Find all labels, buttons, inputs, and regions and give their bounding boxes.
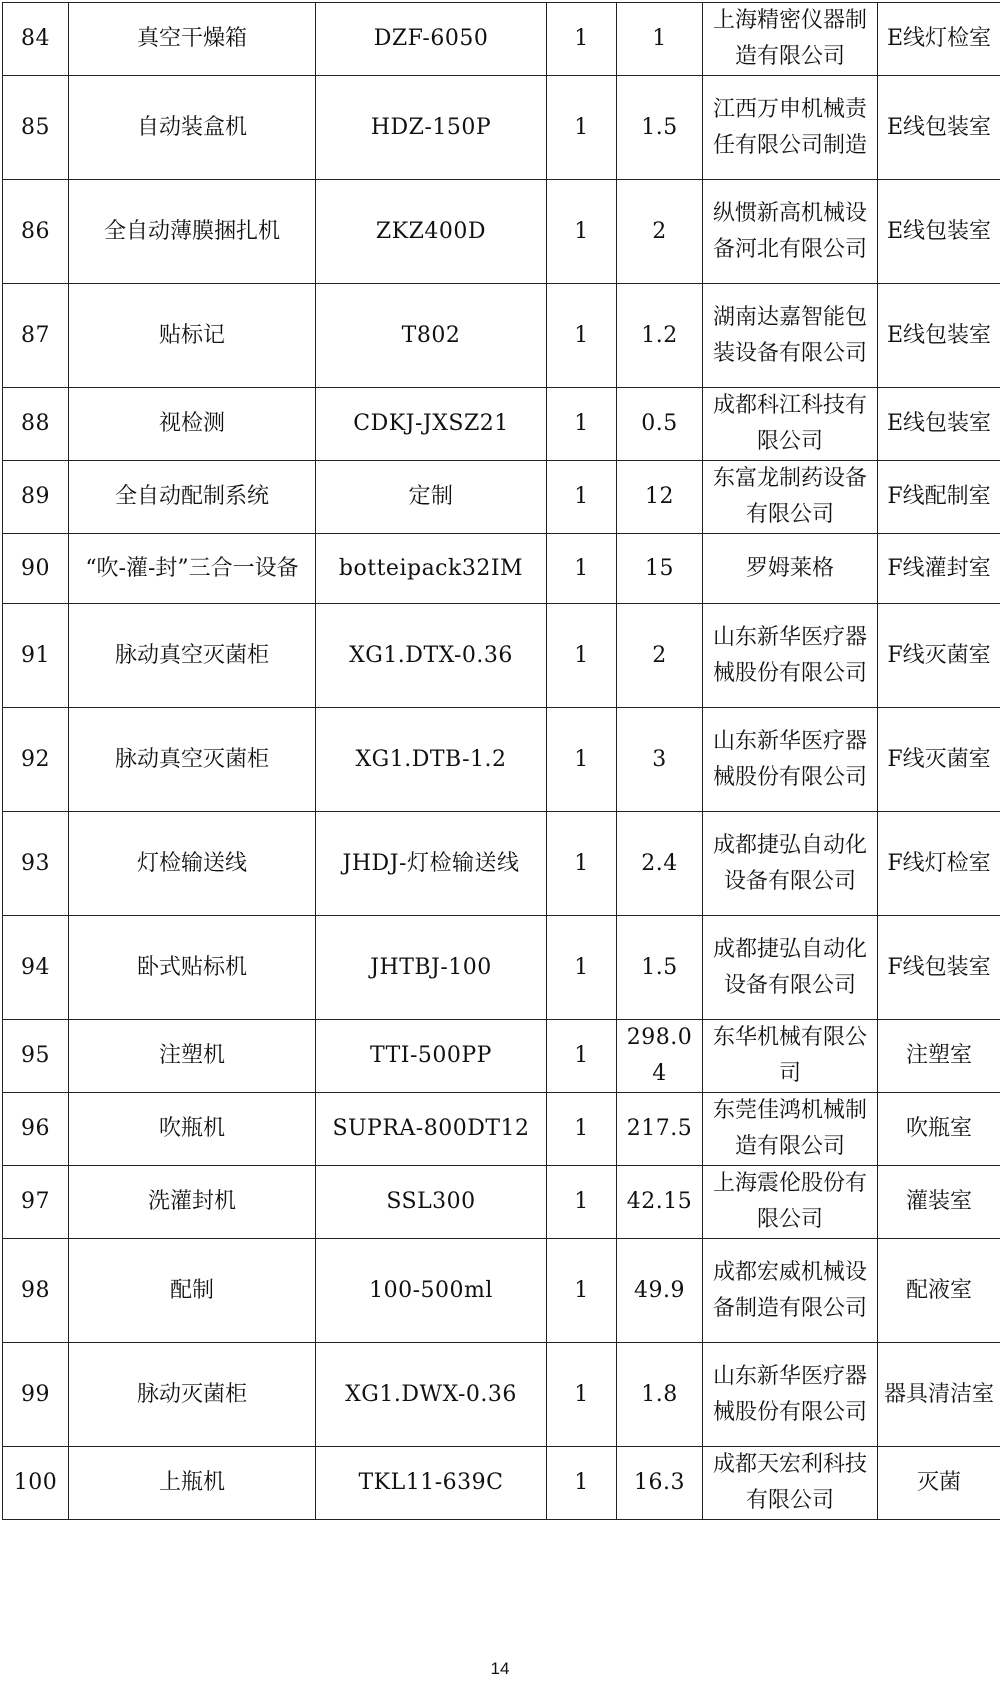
table-row bbox=[3, 180, 1000, 284]
cell-quantity: 1 bbox=[547, 534, 617, 604]
cell-number: 91 bbox=[3, 604, 69, 708]
cell-power: 42.15 bbox=[617, 1166, 703, 1239]
cell-power: 2 bbox=[617, 604, 703, 708]
cell-quantity: 1 bbox=[547, 76, 617, 180]
cell-power: 2.4 bbox=[617, 812, 703, 916]
cell-location: E线包装室 bbox=[878, 284, 1000, 388]
cell-location: F线灯检室 bbox=[878, 812, 1000, 916]
cell-quantity: 1 bbox=[547, 284, 617, 388]
cell-model: CDKJ-JXSZ21 bbox=[316, 388, 547, 461]
cell-model: SSL300 bbox=[316, 1166, 547, 1239]
cell-number: 85 bbox=[3, 76, 69, 180]
cell-manufacturer: 东富龙制药设备有限公司 bbox=[703, 461, 878, 534]
cell-location: 灌装室 bbox=[878, 1166, 1000, 1239]
cell-quantity: 1 bbox=[547, 708, 617, 812]
cell-manufacturer: 湖南达嘉智能包装设备有限公司 bbox=[703, 284, 878, 388]
cell-location: E线包装室 bbox=[878, 388, 1000, 461]
cell-quantity: 1 bbox=[547, 1020, 617, 1093]
cell-model: SUPRA-800DT12 bbox=[316, 1093, 547, 1166]
cell-power: 12 bbox=[617, 461, 703, 534]
cell-number: 86 bbox=[3, 180, 69, 284]
cell-manufacturer: 成都宏威机械设备制造有限公司 bbox=[703, 1239, 878, 1343]
cell-power: 217.5 bbox=[617, 1093, 703, 1166]
cell-quantity: 1 bbox=[547, 1166, 617, 1239]
cell-location: 器具清洁室 bbox=[878, 1343, 1000, 1447]
table-row bbox=[3, 1093, 1000, 1166]
cell-quantity: 1 bbox=[547, 916, 617, 1020]
cell-model: XG1.DWX-0.36 bbox=[316, 1343, 547, 1447]
table-row bbox=[3, 76, 1000, 180]
cell-equipment-name: 上瓶机 bbox=[69, 1447, 316, 1520]
cell-model: HDZ-150P bbox=[316, 76, 547, 180]
cell-equipment-name: 脉动灭菌柜 bbox=[69, 1343, 316, 1447]
table-row bbox=[3, 284, 1000, 388]
cell-number: 100 bbox=[3, 1447, 69, 1520]
cell-equipment-name: 视检测 bbox=[69, 388, 316, 461]
table-row bbox=[3, 1343, 1000, 1447]
cell-location: 注塑室 bbox=[878, 1020, 1000, 1093]
cell-power: 49.9 bbox=[617, 1239, 703, 1343]
cell-location: F线包装室 bbox=[878, 916, 1000, 1020]
cell-equipment-name: 脉动真空灭菌柜 bbox=[69, 604, 316, 708]
cell-manufacturer: 东莞佳鸿机械制造有限公司 bbox=[703, 1093, 878, 1166]
cell-number: 93 bbox=[3, 812, 69, 916]
equipment-table-body bbox=[3, 3, 1000, 1520]
cell-quantity: 1 bbox=[547, 388, 617, 461]
cell-quantity: 1 bbox=[547, 180, 617, 284]
cell-manufacturer: 成都捷弘自动化设备有限公司 bbox=[703, 812, 878, 916]
table-row bbox=[3, 1447, 1000, 1520]
cell-manufacturer: 成都天宏利科技有限公司 bbox=[703, 1447, 878, 1520]
cell-model: XG1.DTB-1.2 bbox=[316, 708, 547, 812]
cell-location: E线包装室 bbox=[878, 76, 1000, 180]
cell-quantity: 1 bbox=[547, 1343, 617, 1447]
table-row bbox=[3, 1166, 1000, 1239]
cell-location: F线灌封室 bbox=[878, 534, 1000, 604]
cell-equipment-name: 全自动配制系统 bbox=[69, 461, 316, 534]
cell-manufacturer: 山东新华医疗器械股份有限公司 bbox=[703, 1343, 878, 1447]
cell-equipment-name: 自动装盒机 bbox=[69, 76, 316, 180]
cell-number: 94 bbox=[3, 916, 69, 1020]
cell-quantity: 1 bbox=[547, 1239, 617, 1343]
cell-equipment-name: 全自动薄膜捆扎机 bbox=[69, 180, 316, 284]
cell-manufacturer: 东华机械有限公司 bbox=[703, 1020, 878, 1093]
cell-quantity: 1 bbox=[547, 1447, 617, 1520]
cell-model: 定制 bbox=[316, 461, 547, 534]
table-row bbox=[3, 708, 1000, 812]
table-row bbox=[3, 1239, 1000, 1343]
cell-power: 1.5 bbox=[617, 76, 703, 180]
cell-equipment-name: 配制 bbox=[69, 1239, 316, 1343]
cell-equipment-name: 灯检输送线 bbox=[69, 812, 316, 916]
cell-equipment-name: 贴标记 bbox=[69, 284, 316, 388]
cell-model: botteipack32IM bbox=[316, 534, 547, 604]
cell-location: F线灭菌室 bbox=[878, 604, 1000, 708]
cell-power: 1 bbox=[617, 3, 703, 76]
cell-manufacturer: 上海震伦股份有限公司 bbox=[703, 1166, 878, 1239]
cell-number: 95 bbox=[3, 1020, 69, 1093]
cell-manufacturer: 江西万申机械责任有限公司制造 bbox=[703, 76, 878, 180]
cell-model: TTI-500PP bbox=[316, 1020, 547, 1093]
cell-power: 1.5 bbox=[617, 916, 703, 1020]
cell-quantity: 1 bbox=[547, 1093, 617, 1166]
cell-location: 吹瓶室 bbox=[878, 1093, 1000, 1166]
cell-equipment-name: 注塑机 bbox=[69, 1020, 316, 1093]
cell-location: F线灭菌室 bbox=[878, 708, 1000, 812]
table-row bbox=[3, 461, 1000, 534]
cell-model: TKL11-639C bbox=[316, 1447, 547, 1520]
cell-location: E线灯检室 bbox=[878, 3, 1000, 76]
cell-manufacturer: 山东新华医疗器械股份有限公司 bbox=[703, 604, 878, 708]
cell-equipment-name: 洗灌封机 bbox=[69, 1166, 316, 1239]
cell-location: F线配制室 bbox=[878, 461, 1000, 534]
cell-equipment-name: 吹瓶机 bbox=[69, 1093, 316, 1166]
cell-number: 84 bbox=[3, 3, 69, 76]
cell-equipment-name: 真空干燥箱 bbox=[69, 3, 316, 76]
cell-manufacturer: 上海精密仪器制造有限公司 bbox=[703, 3, 878, 76]
cell-model: JHTBJ-100 bbox=[316, 916, 547, 1020]
cell-power: 16.3 bbox=[617, 1447, 703, 1520]
cell-number: 97 bbox=[3, 1166, 69, 1239]
cell-manufacturer: 罗姆莱格 bbox=[703, 534, 878, 604]
cell-equipment-name: 卧式贴标机 bbox=[69, 916, 316, 1020]
cell-power: 15 bbox=[617, 534, 703, 604]
table-row bbox=[3, 534, 1000, 604]
cell-number: 88 bbox=[3, 388, 69, 461]
cell-power: 1.2 bbox=[617, 284, 703, 388]
cell-manufacturer: 山东新华医疗器械股份有限公司 bbox=[703, 708, 878, 812]
cell-quantity: 1 bbox=[547, 604, 617, 708]
cell-model: JHDJ-灯检输送线 bbox=[316, 812, 547, 916]
cell-power: 0.5 bbox=[617, 388, 703, 461]
page-number: 14 bbox=[490, 1659, 510, 1678]
table-row bbox=[3, 812, 1000, 916]
table-row bbox=[3, 1020, 1000, 1093]
cell-model: T802 bbox=[316, 284, 547, 388]
cell-number: 92 bbox=[3, 708, 69, 812]
cell-model: ZKZ400D bbox=[316, 180, 547, 284]
cell-location: E线包装室 bbox=[878, 180, 1000, 284]
table-row bbox=[3, 604, 1000, 708]
cell-power: 298.04 bbox=[617, 1020, 703, 1093]
cell-power: 2 bbox=[617, 180, 703, 284]
cell-model: XG1.DTX-0.36 bbox=[316, 604, 547, 708]
cell-location: 配液室 bbox=[878, 1239, 1000, 1343]
cell-number: 89 bbox=[3, 461, 69, 534]
cell-equipment-name: 脉动真空灭菌柜 bbox=[69, 708, 316, 812]
cell-manufacturer: 纵惯新高机械设备河北有限公司 bbox=[703, 180, 878, 284]
cell-manufacturer: 成都科江科技有限公司 bbox=[703, 388, 878, 461]
cell-model: 100-500ml bbox=[316, 1239, 547, 1343]
cell-location: 灭菌 bbox=[878, 1447, 1000, 1520]
cell-number: 87 bbox=[3, 284, 69, 388]
cell-number: 90 bbox=[3, 534, 69, 604]
cell-quantity: 1 bbox=[547, 812, 617, 916]
cell-number: 96 bbox=[3, 1093, 69, 1166]
cell-manufacturer: 成都捷弘自动化设备有限公司 bbox=[703, 916, 878, 1020]
cell-model: DZF-6050 bbox=[316, 3, 547, 76]
cell-equipment-name: “吹-灌-封”三合一设备 bbox=[69, 534, 316, 604]
table-row bbox=[3, 388, 1000, 461]
equipment-table bbox=[2, 2, 1000, 1520]
cell-number: 99 bbox=[3, 1343, 69, 1447]
cell-quantity: 1 bbox=[547, 461, 617, 534]
table-row bbox=[3, 916, 1000, 1020]
table-row bbox=[3, 3, 1000, 76]
cell-power: 3 bbox=[617, 708, 703, 812]
cell-quantity: 1 bbox=[547, 3, 617, 76]
cell-power: 1.8 bbox=[617, 1343, 703, 1447]
cell-number: 98 bbox=[3, 1239, 69, 1343]
